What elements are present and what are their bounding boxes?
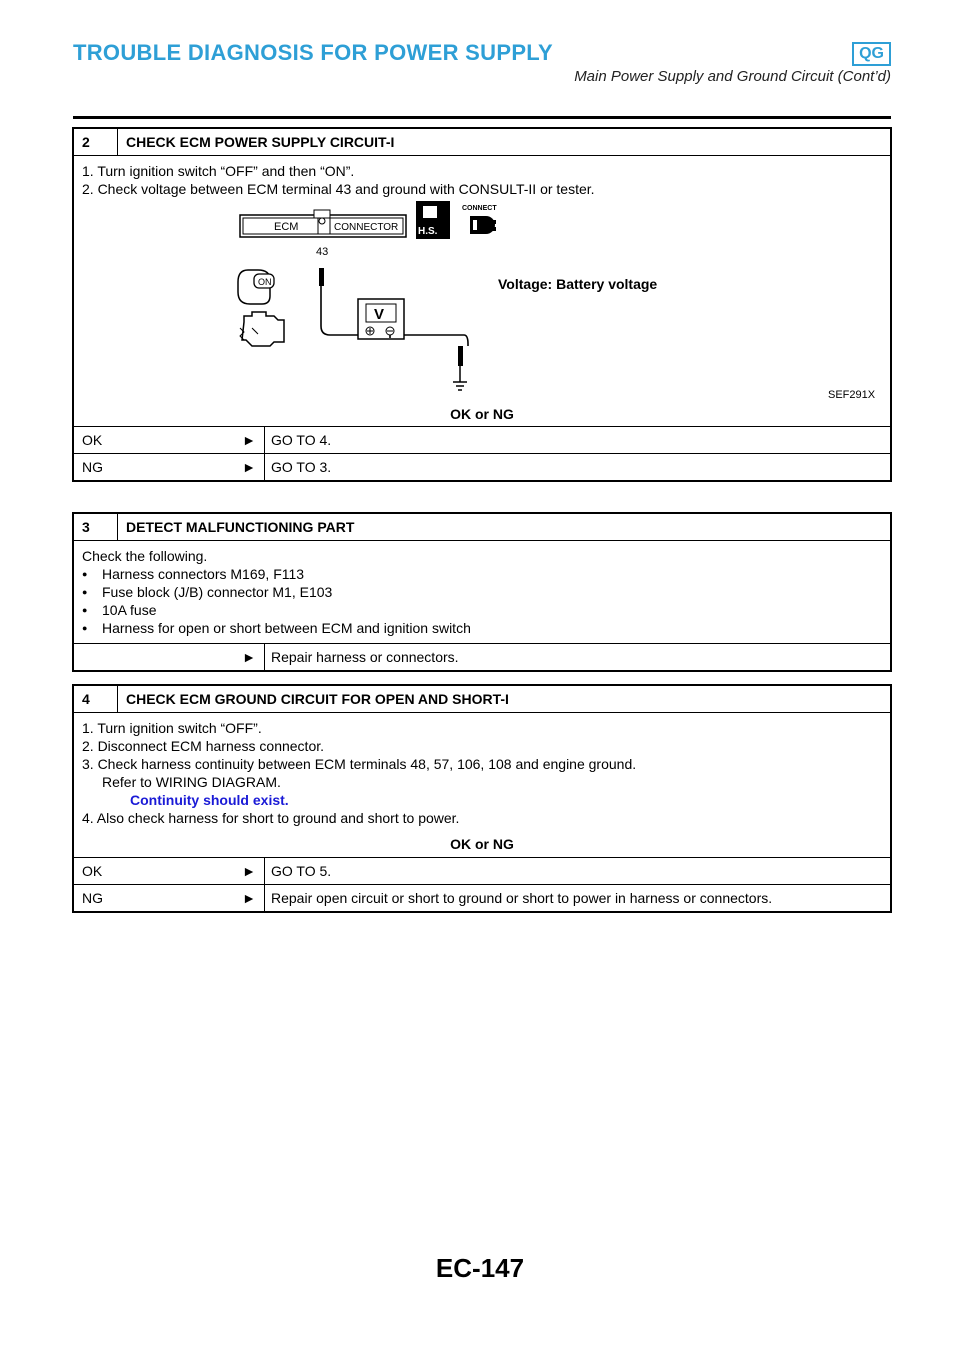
voltmeter-icon <box>358 299 404 339</box>
arrow-right-icon: ► <box>242 863 256 879</box>
step-2-header <box>74 129 890 156</box>
page-header <box>73 40 891 85</box>
step-4-spec: Continuity should exist. <box>130 792 289 808</box>
ecm-connector-icon <box>240 210 406 237</box>
step-3-result <box>74 643 890 670</box>
step-4-refer: Refer to WIRING DIAGRAM. <box>102 774 281 790</box>
step-4-line-4: 4. Also check harness for short to ground and short to power. <box>82 810 460 826</box>
negative-probe <box>458 346 463 366</box>
meter-label: V <box>374 306 385 323</box>
step-2-line-1: 1. Turn ignition switch “OFF” and then “ON”. <box>82 163 355 179</box>
step-2-title: CHECK ECM POWER SUPPLY CIRCUIT-I <box>126 134 395 150</box>
step-4-box <box>72 684 892 913</box>
voltage-spec: Voltage: Battery voltage <box>498 276 658 292</box>
result-key: OK <box>82 863 103 879</box>
step-3-bullet-3: ● 10A fuse <box>82 601 882 619</box>
voltage-check-diagram <box>82 198 882 404</box>
arrow-right-icon: ► <box>242 890 256 906</box>
step-3-header <box>74 514 890 541</box>
step-4-line-1: 1. Turn ignition switch “OFF”. <box>82 720 262 736</box>
step-2-result-ok <box>74 426 890 453</box>
connect-label: CONNECT <box>462 205 497 212</box>
hs-badge-icon <box>416 201 450 239</box>
connector-label: CONNECTOR <box>334 222 399 233</box>
step-3-bullet-2: ● Fuse block (J/B) connector M1, E103 <box>82 583 882 601</box>
step-3-intro: Check the following. <box>82 548 208 564</box>
step-4-number: 4 <box>74 686 118 712</box>
step-4-line-2: 2. Disconnect ECM harness connector. <box>82 738 325 754</box>
result-key: NG <box>82 890 103 906</box>
step-4-header <box>74 686 890 713</box>
arrow-right-icon: ► <box>242 432 256 448</box>
step-4-result-ok <box>74 857 890 884</box>
positive-probe <box>319 268 324 286</box>
arrow-right-icon: ► <box>242 649 256 665</box>
step-3-body <box>74 541 890 643</box>
step-2-body <box>74 156 890 426</box>
step-3-title: DETECT MALFUNCTIONING PART <box>126 519 355 535</box>
result-value: GO TO 3. <box>264 454 890 480</box>
figure-id: SEF291X <box>828 389 876 401</box>
result-key: OK <box>82 432 103 448</box>
header-rule <box>73 116 891 119</box>
key-label: ON <box>258 277 272 287</box>
step-2-result-ng <box>74 453 890 480</box>
terminal-number: 43 <box>316 246 329 258</box>
step-3-box <box>72 512 892 672</box>
step-4-result-ng <box>74 884 890 911</box>
ecm-label: ECM <box>274 221 299 233</box>
step-3-bullet-1: ● Harness connectors M169, F113 <box>82 565 882 583</box>
ignition-key-icon <box>238 270 274 304</box>
step-2-box <box>72 127 892 482</box>
result-value: Repair open circuit or short to ground or short to power in harness or connectors. <box>264 885 890 911</box>
step-2-line-2: 2. Check voltage between ECM terminal 43 and ground with CONSULT-II or tester. <box>82 181 595 197</box>
ground-symbol-icon <box>453 382 467 390</box>
header-title-row <box>73 40 891 70</box>
section-subtitle: Main Power Supply and Ground Circuit (Cont’d) <box>574 68 891 85</box>
step-3-number: 3 <box>74 514 118 540</box>
hs-label: H.S. <box>418 226 438 237</box>
section-code-badge: QG <box>852 42 891 66</box>
step-3-bullet-4: ● Harness for open or short between ECM and ignition switch <box>82 619 882 637</box>
step-4-question: OK or NG <box>450 836 514 852</box>
result-value: GO TO 5. <box>264 858 890 884</box>
engine-icon <box>240 312 284 346</box>
connect-icon <box>462 205 497 234</box>
result-value: GO TO 4. <box>264 427 890 453</box>
step-4-line-3: 3. Check harness continuity between ECM terminals 48, 57, 106, 108 and engine ground. <box>82 756 637 772</box>
section-title: TROUBLE DIAGNOSIS FOR POWER SUPPLY <box>73 40 553 65</box>
step-4-title: CHECK ECM GROUND CIRCUIT FOR OPEN AND SHORT-I <box>126 691 509 707</box>
page-number: EC-147 <box>435 1253 525 1283</box>
result-key: NG <box>82 459 103 475</box>
arrow-right-icon: ► <box>242 459 256 475</box>
step-2-number: 2 <box>74 129 118 155</box>
diagram-svg <box>82 198 882 404</box>
result-value: Repair harness or connectors. <box>264 644 890 670</box>
step-4-body <box>74 713 890 857</box>
step-2-question: OK or NG <box>450 406 514 422</box>
